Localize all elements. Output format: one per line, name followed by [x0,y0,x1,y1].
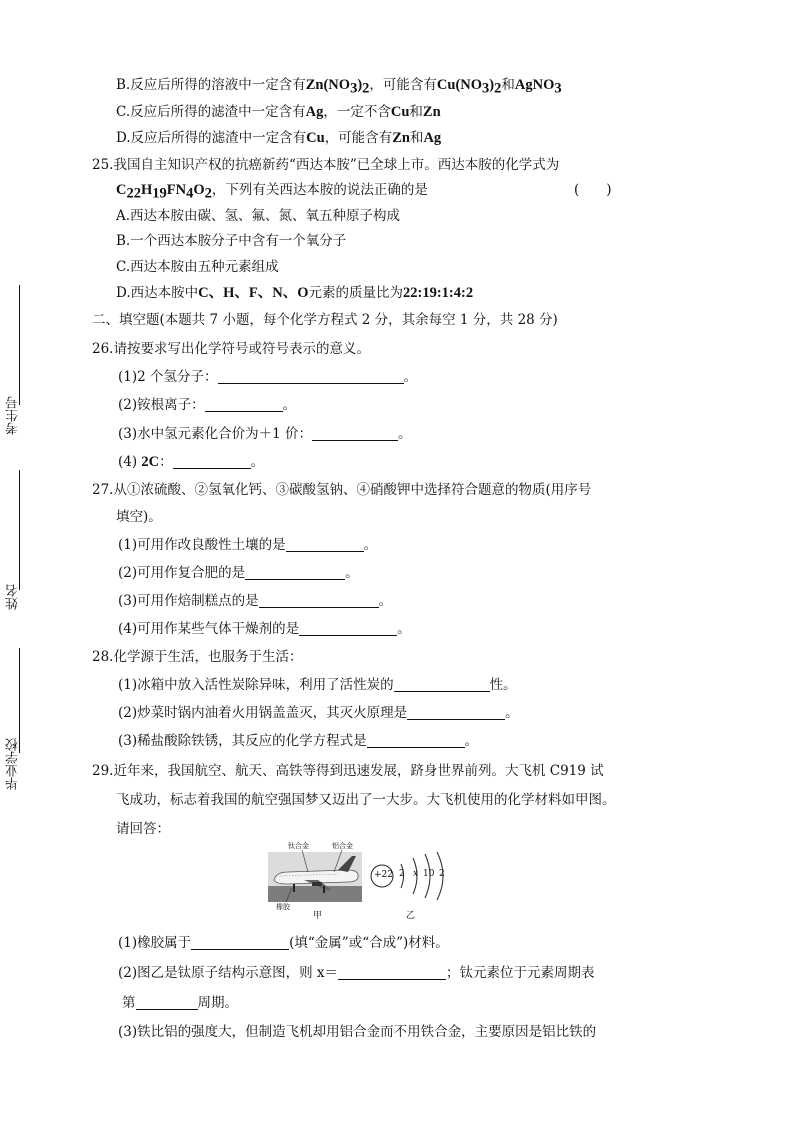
q29-blank-2[interactable] [338,965,446,980]
q28-blank-2[interactable] [407,705,505,720]
q29-item-3: (3)铁比铝的强度大，但制造飞机却用铝合金而不用铁合金，主要原因是铝比铁的 [118,1024,597,1040]
q24-option-b: B.反应后所得的溶液中一定含有$Zn(NO_3)_2$，可能含有$Cu(NO_3)_2$和AgNO$_3$ [116,77,562,97]
shell-3-electrons: 10 [423,869,435,879]
q26-stem: 26.请按要求写出化学符号或符号表示的意义。 [92,341,370,357]
q26-item-2: (2)铵根离子： 。 [118,397,297,413]
q26-blank-1[interactable] [218,369,404,384]
q29-stem-line-2: 飞成功，标志着我国的航空强国梦又迈出了一大步。大飞机使用的化学材料如甲图。 [116,792,616,808]
sidebar-line-mid [19,470,20,590]
label-jia: 甲 [313,911,323,921]
shell-2-electrons: x [413,869,419,879]
q29-blank-3[interactable] [136,995,198,1010]
sidebar-name-label: 姓名 [6,584,21,610]
q29-blank-1[interactable] [191,935,289,950]
q29-figure-svg [268,842,458,922]
q25-answer-paren: ( ) [574,182,612,198]
q27-blank-4[interactable] [299,621,397,636]
q25-option-c: C.西达本胺由五种元素组成 [116,259,279,275]
q29-item-2: (2)图乙是钛原子结构示意图，则 x＝ ；钛元素位于元素周期表 [118,965,595,981]
q29-item-1: (1)橡胶属于 (填“金属”或“合成”)材料。 [118,935,449,951]
q28-item-1: (1)冰箱中放入活性炭除异味，利用了活性炭的 性。 [118,677,517,693]
label-rubber: 橡胶 [276,903,290,911]
shell-4-electrons: 2 [439,869,445,879]
sidebar-exam-no-label: 考生号 [6,396,21,435]
shell-1-electrons: 2 [399,869,405,879]
q28-blank-1[interactable] [394,677,490,692]
sidebar-line-top [19,285,20,405]
q29-item-2-cont: 第 周期。 [122,995,238,1011]
q27-blank-1[interactable] [286,537,364,552]
q27-item-3: (3)可用作焙制糕点的是 。 [118,593,393,609]
q27-stem-line-1: 27.从①浓硫酸、②氢氧化钙、③碳酸氢钠、④硝酸钾中选择符合题意的物质(用序号 [92,482,592,498]
q27-item-2: (2)可用作复合肥的是 。 [118,565,359,581]
q26-blank-3[interactable] [312,426,398,441]
q27-item-4: (4)可用作某些气体干燥剂的是 。 [118,621,411,637]
q27-stem-line-2: 填空)。 [116,509,162,525]
label-yi: 乙 [406,911,416,921]
q24-option-c: C.反应后所得的滤渣中一定含有Ag，一定不含Cu和Zn [116,104,441,120]
sidebar-school-label: 毕业学校 [6,738,21,790]
q26-item-3: (3)水中氢元素化合价为＋1 价： 。 [118,426,412,442]
q26-blank-2[interactable] [205,397,283,412]
airplane-illustration [268,852,362,902]
q25-stem: 25.我国自主知识产权的抗癌新药“西达本胺”已全球上市。西达本胺的化学式为 [92,157,560,173]
q26-blank-4[interactable] [173,454,251,469]
q27-blank-3[interactable] [259,593,379,608]
q25-option-b: B.一个西达本胺分子中含有一个氧分子 [116,233,347,249]
q29-figure [268,842,458,922]
q27-item-1: (1)可用作改良酸性土壤的是 。 [118,537,378,553]
q28-stem: 28.化学源于生活，也服务于生活： [92,649,303,665]
q29-stem-line-1: 29.近年来，我国航空、航天、高铁等得到迅速发展，跻身世界前列。大飞机 C919 试 [92,763,604,779]
label-aluminum-alloy: 铝合金 [332,842,353,850]
q28-blank-3[interactable] [367,733,465,748]
q25-option-d: D.西达本胺中C、H、F、N、O元素的质量比为22:19:1:4:2 [116,285,474,301]
q27-blank-2[interactable] [245,565,345,580]
q28-item-3: (3)稀盐酸除铁锈，其反应的化学方程式是 。 [118,733,479,749]
section-2-heading: 二、填空题(本题共 7 小题，每个化学方程式 2 分，其余每空 1 分，共 28 分) [92,312,558,328]
atom-nucleus-charge: +22 [374,870,393,880]
q26-item-1: (1)2 个氢分子： 。 [118,369,418,385]
q26-item-4: (4) 2C： 。 [118,454,265,470]
q28-item-2: (2)炒菜时锅内油着火用锅盖盖灭，其灭火原理是 。 [118,705,519,721]
q25-option-a: A.西达本胺由碳、氢、氟、氮、氧五种原子构成 [116,208,401,224]
label-titanium-alloy: 钛合金 [288,842,309,850]
q25-formula-line: $C_{22}H_{19}FN_4O_2$，下列有关西达本胺的说法正确的是 [116,182,428,202]
q29-stem-line-3: 请回答： [116,821,170,837]
q24-option-d: D.反应后所得的滤渣中一定含有Cu，可能含有Zn和Ag [116,130,442,146]
